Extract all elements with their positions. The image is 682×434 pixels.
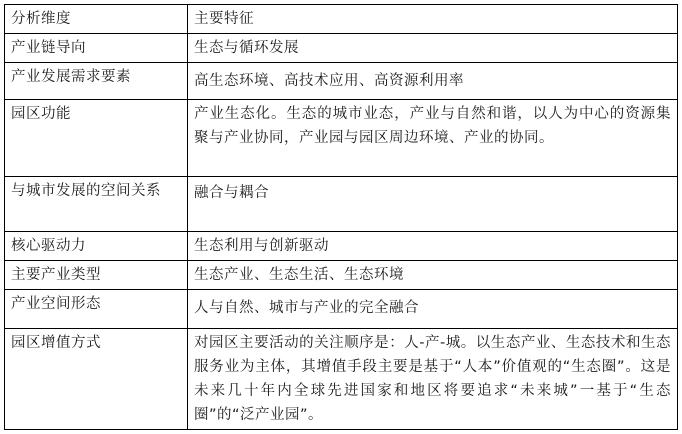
feature-cell: 生态利用与创新驱动 bbox=[188, 232, 678, 261]
feature-cell: 生态产业、生态生活、生态环境 bbox=[188, 261, 678, 290]
dimension-cell: 园区功能 bbox=[5, 100, 188, 177]
header-feature-cell: 主要特征 bbox=[188, 5, 678, 34]
feature-cell: 对园区主要活动的关注顺序是：人-产-城。以生态产业、生态技术和生态服务业为主体，其增值手段主要是基于“人本”价值观的“生态圈”。这是未来几十年内全球先进国家和地区将要追求“未来城”一基于“生态圈”的“泛产业园”。 bbox=[188, 329, 678, 430]
dimension-cell: 核心驱动力 bbox=[5, 232, 188, 261]
feature-cell: 高生态环境、高技术应用、高资源利用率 bbox=[188, 63, 678, 100]
table-row bbox=[5, 63, 678, 100]
table-row bbox=[5, 100, 678, 177]
feature-cell: 生态与循环发展 bbox=[188, 34, 678, 63]
table-row bbox=[5, 34, 678, 63]
table-row bbox=[5, 290, 678, 329]
dimension-cell: 主要产业类型 bbox=[5, 261, 188, 290]
table-row bbox=[5, 329, 678, 430]
feature-cell: 人与自然、城市与产业的完全融合 bbox=[188, 290, 678, 329]
feature-cell: 融合与耦合 bbox=[188, 177, 678, 232]
dimension-cell: 园区增值方式 bbox=[5, 329, 188, 430]
table-row bbox=[5, 232, 678, 261]
dimension-cell: 产业空间形态 bbox=[5, 290, 188, 329]
header-dimension-cell: 分析维度 bbox=[5, 5, 188, 34]
dimension-cell: 产业发展需求要素 bbox=[5, 63, 188, 100]
table-row bbox=[5, 261, 678, 290]
table-header-row bbox=[5, 5, 678, 34]
feature-cell: 产业生态化。生态的城市业态，产业与自然和谐，以人为中心的资源集聚与产业协同，产业园与园区周边环境、产业的协同。 bbox=[188, 100, 678, 177]
dimension-cell: 产业链导向 bbox=[5, 34, 188, 63]
table-row bbox=[5, 177, 678, 232]
feature-table bbox=[4, 4, 678, 430]
dimension-cell: 与城市发展的空间关系 bbox=[5, 177, 188, 232]
